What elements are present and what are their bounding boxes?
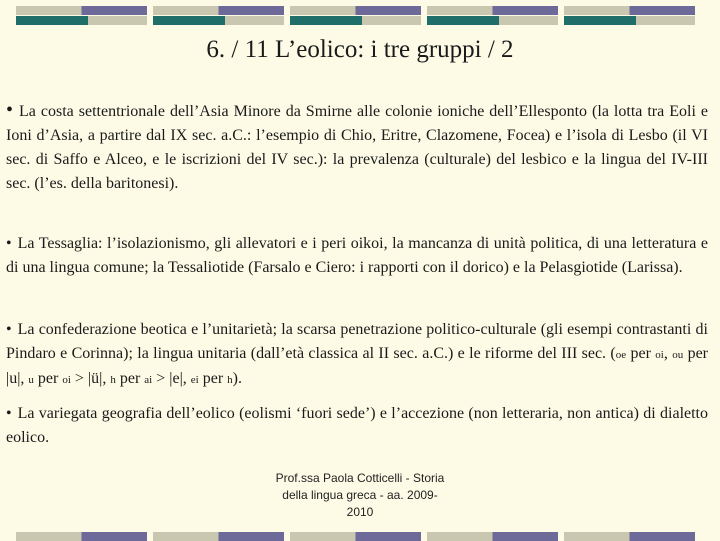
top-decorative-bars: [16, 6, 720, 34]
footer-line: 2010: [346, 505, 374, 519]
deco-segment: [427, 16, 558, 25]
footer-credit: [255, 470, 465, 521]
deco-segment: [290, 6, 421, 15]
greek-letters: oi: [62, 374, 71, 386]
deco-segment: [16, 16, 147, 25]
deco-segment: [564, 6, 695, 15]
greek-letters: h: [227, 374, 233, 386]
paragraph-text: > |e|,: [152, 370, 191, 387]
paragraph-text: La variegata geografia dell’eolico (eolismi ‘fuori sede’) e l’accezione (non letteraria, non antica) di dialetto eolico.: [6, 405, 708, 446]
paragraph-asia-minor: [6, 98, 708, 196]
greek-letters: h: [110, 374, 116, 386]
greek-letters: oi: [655, 349, 664, 361]
deco-segment: [290, 16, 421, 25]
paragraph-aeolic-geography: [6, 402, 708, 450]
paragraph-text: La costa settentrionale dell’Asia Minore da Smirne alle colonie ioniche dell’Ellesponto (la lotta tra Eoli e Ioni d’Asia, a partire dal IX sec. a.C.: l’esempio di Chio, Eritre, Clazomene, Focea) e l’isola di Lesbo (il VI sec. di Saffo e Alceo, e le iscrizioni del IV sec.): la prevalenza (culturale) del lesbico e la lingua del IV-III sec. (l’es. della baritonesi).: [6, 103, 708, 192]
paragraph-text: La confederazione beotica e l’unitarietà; la scarsa penetrazione politico-culturale (gli esempi contrastanti di Pindaro e Corinna); la lingua unitaria (dall’età classica al II sec. a.C.) e le riforme del III sec. (: [6, 321, 708, 362]
greek-letters: oe: [615, 349, 627, 361]
paragraph-thessaly: [6, 232, 708, 280]
footer-line: della lingua greca - aa. 2009-: [282, 488, 438, 502]
greek-letters: ou: [672, 349, 684, 361]
paragraph-text: per: [115, 370, 145, 387]
footer-line: Prof.ssa Paola Cotticelli - Storia: [275, 471, 445, 485]
deco-segment: [153, 16, 284, 25]
paragraph-text: La Tessaglia: l’isolazionismo, gli allevatori e i peri oikoi, la mancanza di unità politica, di una letteratura e di una lingua comune; la Tessaliotide (Farsalo e Ciero: i rapporti con il dorico) e la Pelasgiotide (Larissa).: [6, 235, 708, 276]
greek-letters: ei: [190, 374, 199, 386]
bullet: •: [6, 235, 12, 252]
deco-segment: [153, 6, 284, 15]
bullet: •: [6, 321, 12, 338]
deco-segment: [564, 16, 695, 25]
bullet: •: [6, 405, 12, 422]
paragraph-text: per: [33, 370, 63, 387]
greek-letters: u: [28, 374, 34, 386]
paragraph-text: per: [626, 345, 656, 362]
paragraph-text: > |ü|,: [70, 370, 111, 387]
paragraph-text: ).: [232, 370, 242, 387]
paragraph-text: per |u|,: [6, 345, 709, 387]
deco-segment: [16, 6, 147, 15]
slide-title: 6. / 11 L’eolico: i tre gruppi / 2: [206, 36, 514, 63]
greek-letters: ai: [144, 374, 153, 386]
paragraph-text: ,: [663, 345, 673, 362]
deco-segment: [427, 6, 558, 15]
paragraph-boeotia: [6, 318, 708, 392]
bottom-decorative-bars: [16, 532, 720, 540]
bullet: •: [6, 99, 14, 121]
paragraph-text: per: [198, 370, 228, 387]
